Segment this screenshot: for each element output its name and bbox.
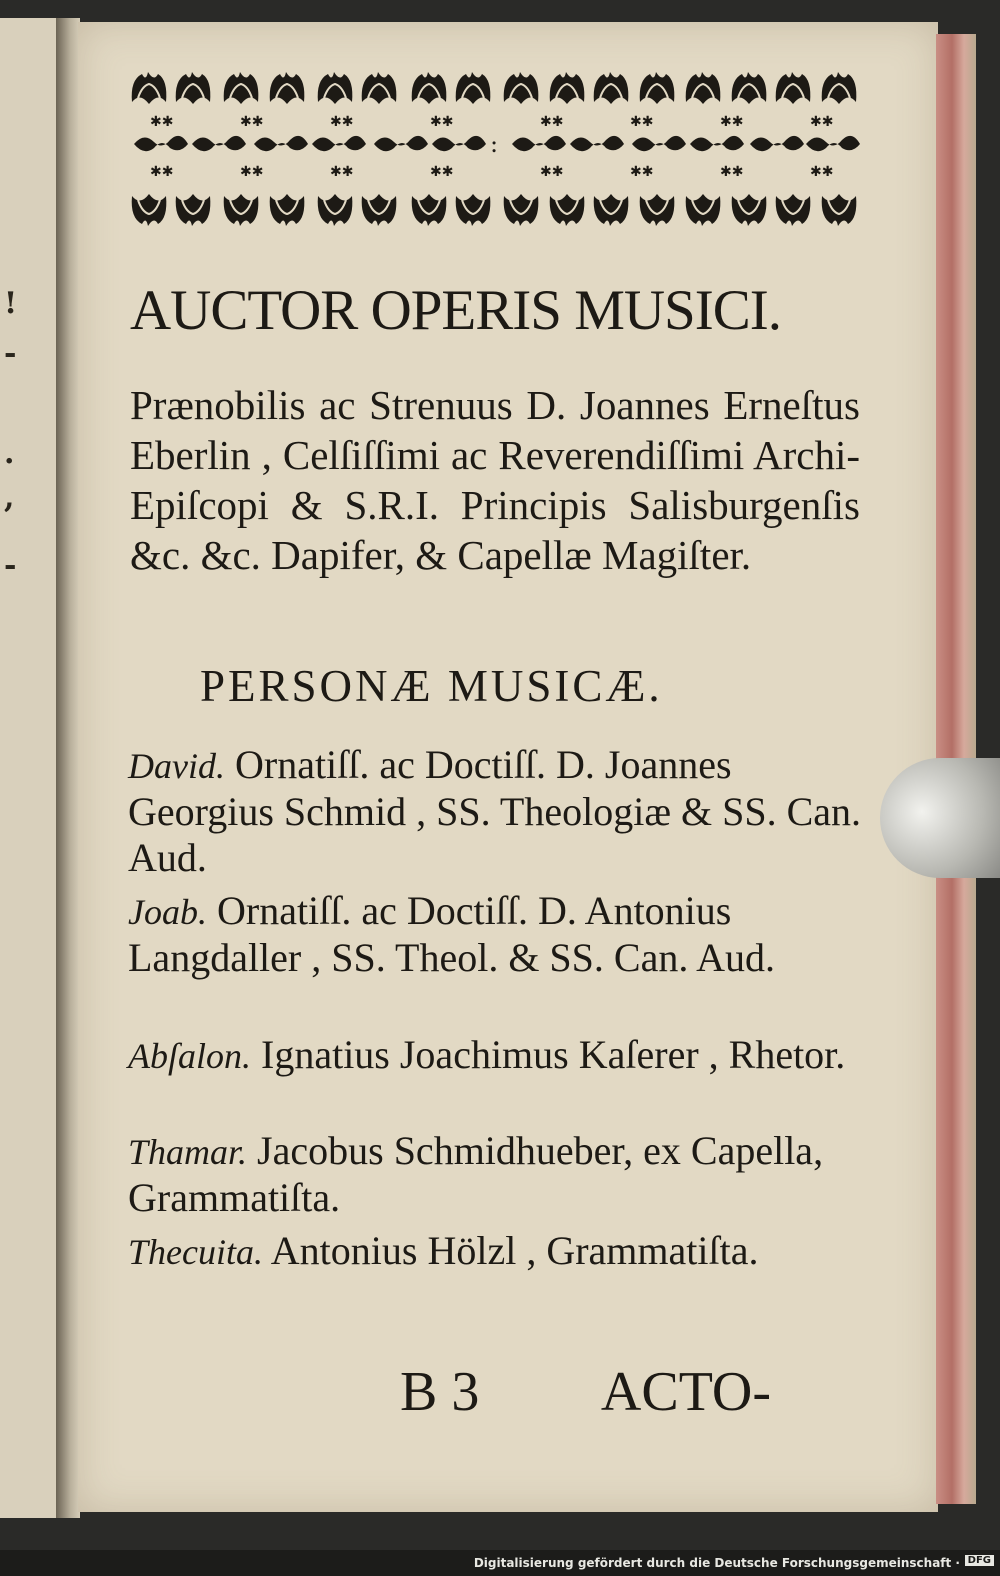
digitization-footer [0, 1550, 1000, 1576]
dfg-logo: DFG [965, 1555, 994, 1566]
role-performer: Ornatiſſ. ac Doctiſſ. D. Antonius Langdaller , SS. Theol. & SS. Can. Aud. [128, 888, 776, 980]
page-title: AUCTOR OPERIS MUSICI. [130, 279, 781, 342]
role-performer: Ornatiſſ. ac Doctiſſ. D. Joannes Georgius Schmid , SS. Theologiæ & SS. Can. Aud. [128, 742, 862, 880]
facing-page-mark: - [4, 548, 17, 583]
facing-page-mark: ! [4, 286, 18, 321]
role-name: Abſalon. [128, 1036, 251, 1076]
facing-page-edge [0, 18, 59, 1518]
page-bottom-line [400, 1360, 800, 1424]
facing-page-mark: . [4, 436, 15, 471]
role-performer: Jacobus Schmidhueber, ex Capella, Grammatiſta. [128, 1128, 824, 1220]
page-clip [880, 758, 1000, 878]
ornament-bottom-row [132, 194, 857, 226]
role-name: Joab. [128, 892, 207, 932]
role-entry [128, 1228, 868, 1275]
role-performer: Ignatius Joachimus Kaſerer , Rhetor. [261, 1032, 846, 1077]
role-entry [128, 1032, 868, 1079]
svg-text::: : [490, 130, 499, 158]
role-name: Thecuita. [128, 1232, 263, 1272]
signature-mark: B 3 [400, 1361, 480, 1423]
ornament-middle-row [134, 130, 860, 158]
role-name: Thamar. [128, 1132, 248, 1172]
role-entry [128, 742, 868, 881]
role-entry [128, 1128, 868, 1221]
section-subtitle: PERSONÆ MUSICÆ. [200, 661, 663, 711]
author-paragraph: Prænobilis ac Strenuus D. Joannes Erneſtus Eberlin , Celſiſſimi ac Reverendiſſimi Archi-Epiſcopi & S.R.I. Principis Salisburgenſis &c. &c. Dapifer, & Capellæ Magiſter. [130, 382, 860, 578]
ornament-headpiece [130, 64, 860, 230]
book-gutter [56, 18, 80, 1518]
ornament-top-row [132, 72, 857, 104]
footer-text: Digitalisierung gefördert durch die Deutsche Forschungsgemeinschaft · [473, 1556, 960, 1570]
role-entry [128, 888, 868, 981]
facing-page-mark: , [4, 480, 15, 515]
role-name: David. [128, 746, 225, 786]
catchword: ACTO- [600, 1361, 771, 1423]
role-performer: Antonius Hölzl , Grammatiſta. [270, 1228, 759, 1273]
facing-page-mark: - [4, 336, 17, 371]
